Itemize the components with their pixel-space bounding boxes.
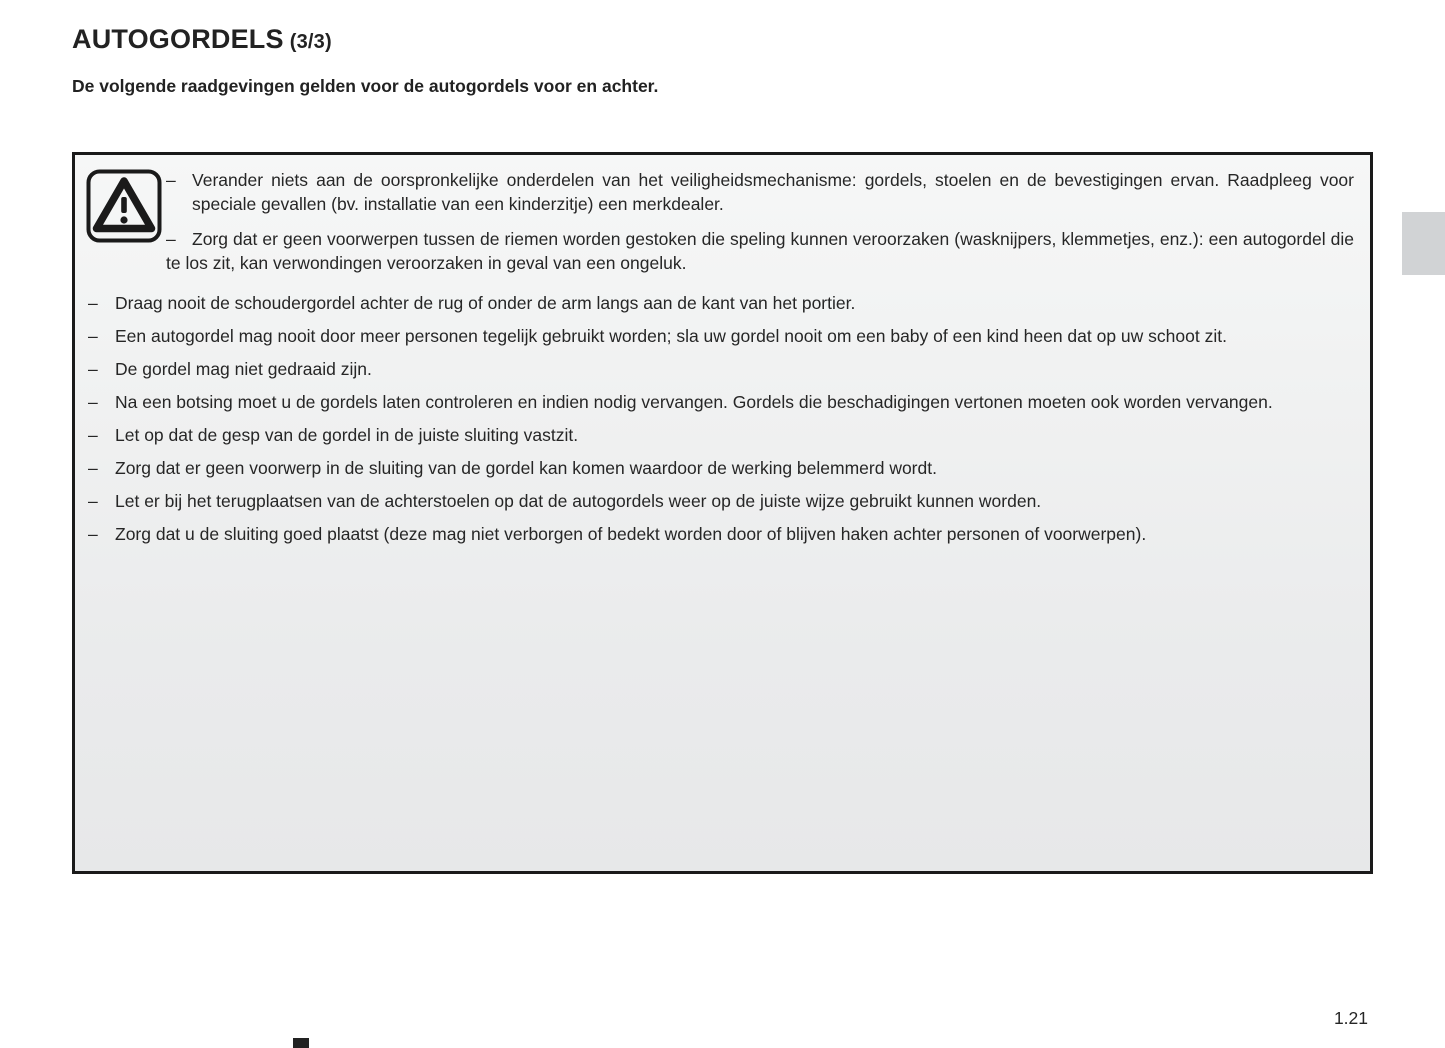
print-registration-mark	[293, 1038, 309, 1048]
bullet-dash: –	[88, 392, 98, 412]
list-item-text: Verander niets aan de oorspronkelijke onderdelen van het veiligheidsmechanisme: gordels, stoelen en de bevestigingen ervan. Raadpleeg voor speciale gevallen (bv. installatie van een kinderzitje) een merkdealer.	[192, 170, 1354, 214]
list-item	[166, 227, 1354, 275]
bullet-dash: –	[88, 359, 98, 379]
list-item-text: Let op dat de gesp van de gordel in de juiste sluiting vastzit.	[115, 425, 579, 445]
page-subtitle: De volgende raadgevingen gelden voor de autogordels voor en achter.	[72, 76, 659, 96]
list-item	[75, 423, 1354, 447]
list-item	[75, 357, 1354, 381]
page-title-suffix: (3/3)	[289, 31, 332, 53]
bullet-dash: –	[88, 293, 98, 313]
bullet-dash: –	[88, 458, 98, 478]
warning-intro-list	[166, 168, 1354, 275]
warning-intro-section	[75, 155, 1370, 275]
list-item-text: Zorg dat er geen voorwerpen tussen de riemen worden gestoken die speling kunnen veroorzaken (wasknijpers, klemmetjes, enz.): een autogordel die te los zit, kan verwondingen veroorzaken in geval van een ongeluk.	[166, 229, 1354, 273]
list-item-text: Zorg dat er geen voorwerp in de sluiting van de gordel kan komen waardoor de werking belemmerd wordt.	[115, 458, 937, 478]
list-item-text: Zorg dat u de sluiting goed plaatst (deze mag niet verborgen of bedekt worden door of blijven haken achter personen of voorwerpen).	[115, 524, 1147, 544]
list-item	[166, 168, 1354, 216]
page-number: 1.21	[1333, 1008, 1368, 1028]
list-item	[75, 324, 1354, 348]
warning-main-list	[75, 286, 1370, 546]
warning-box	[72, 152, 1373, 874]
list-item-text: Na een botsing moet u de gordels laten controleren en indien nodig vervangen. Gordels die beschadigingen vertonen moeten ook worden vervangen.	[115, 392, 1273, 412]
list-item-text: De gordel mag niet gedraaid zijn.	[115, 359, 372, 379]
bullet-dash: –	[88, 425, 98, 445]
list-item	[75, 291, 1354, 315]
bullet-dash: –	[166, 170, 176, 190]
warning-triangle-icon	[86, 169, 162, 243]
list-item	[75, 456, 1354, 480]
chapter-tab-marker	[1402, 212, 1445, 275]
page-title	[72, 24, 332, 55]
list-item-text: Een autogordel mag nooit door meer personen tegelijk gebruikt worden; sla uw gordel nooit om een baby of een kind heen dat op uw schoot zit.	[115, 326, 1227, 346]
bullet-dash: –	[88, 491, 98, 511]
list-item	[75, 489, 1354, 513]
bullet-dash: –	[88, 524, 98, 544]
list-item	[75, 390, 1354, 414]
bullet-dash: –	[166, 229, 176, 249]
list-item	[75, 522, 1354, 546]
list-item-text: Let er bij het terugplaatsen van de achterstoelen op dat de autogordels weer op de juiste wijze gebruikt kunnen worden.	[115, 491, 1042, 511]
bullet-dash: –	[88, 326, 98, 346]
list-item-text: Draag nooit de schoudergordel achter de rug of onder de arm langs aan de kant van het portier.	[115, 293, 856, 313]
page-title-text: AUTOGORDELS	[72, 24, 284, 54]
